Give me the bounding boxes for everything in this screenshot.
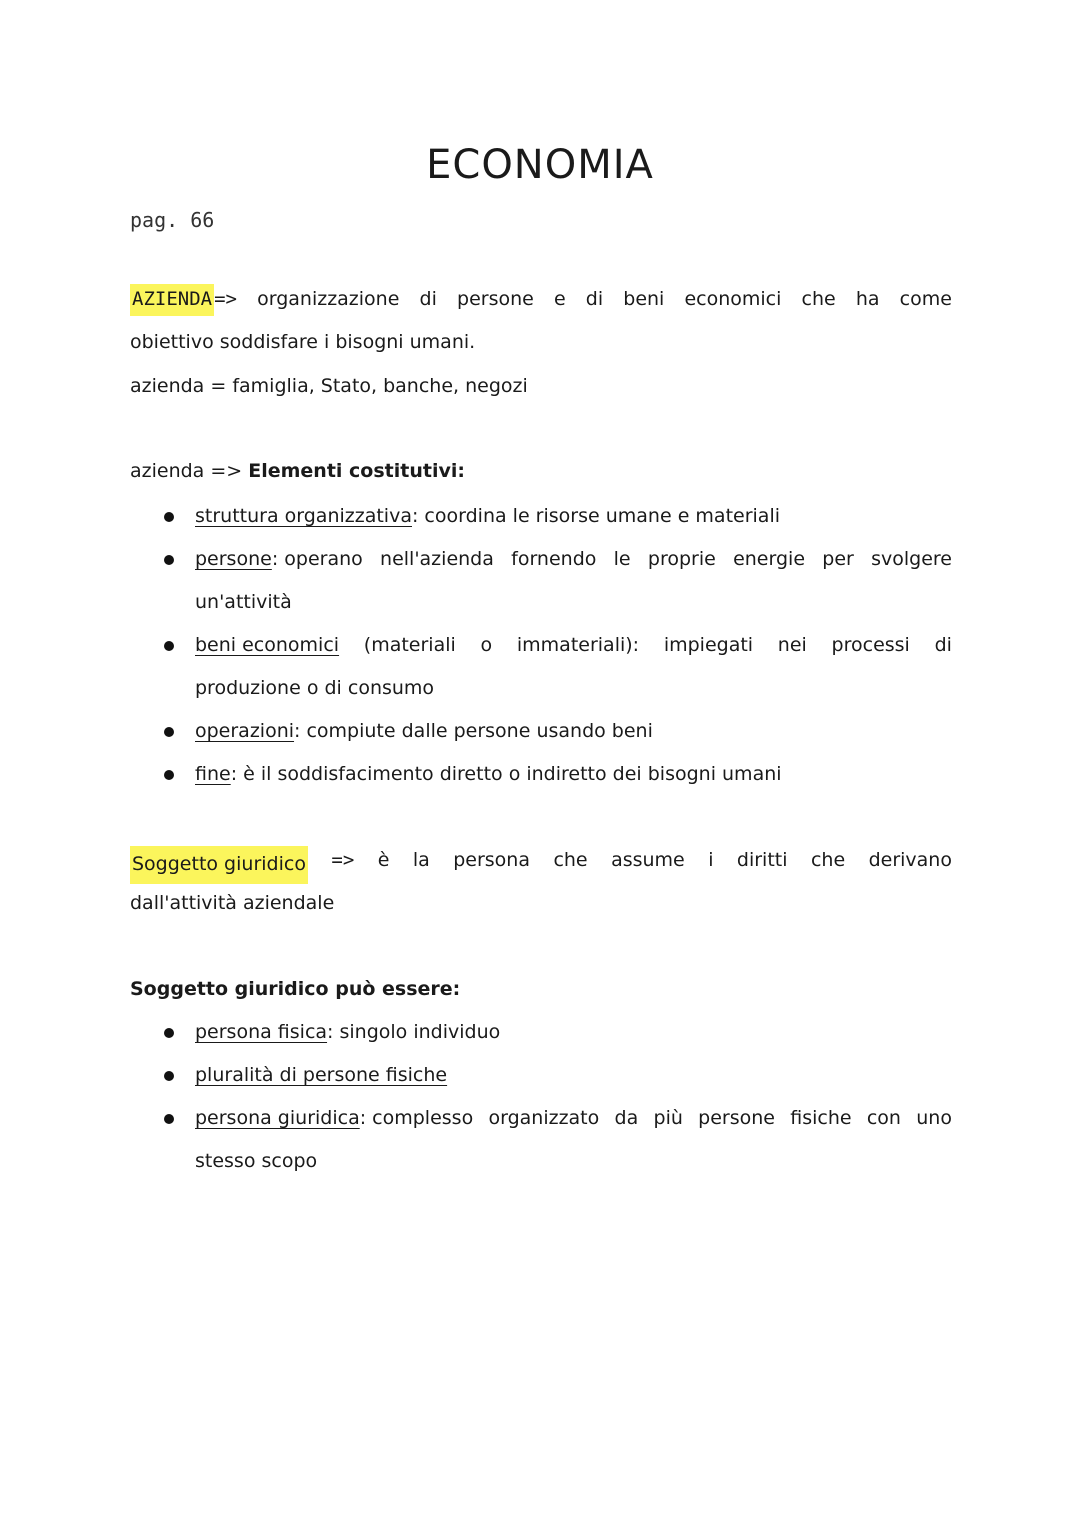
bullet-icon (164, 512, 174, 522)
word: da (614, 1107, 639, 1129)
list-item (195, 1104, 952, 1132)
word: => (331, 849, 355, 871)
item-continuation: produzione o di consumo (195, 677, 435, 699)
word: impiegati (663, 634, 754, 656)
word: proprie (647, 548, 716, 570)
elementi-heading: Elementi costitutivi: (248, 460, 465, 482)
word: e (553, 288, 566, 310)
bullet-icon (164, 1114, 174, 1124)
item-continuation: un'attività (195, 591, 292, 613)
azienda-examples: azienda = famiglia, Stato, banche, negozi (130, 375, 528, 397)
word: di (585, 288, 604, 310)
word: fisiche (790, 1107, 852, 1129)
word: i (708, 849, 714, 871)
list-item (195, 717, 952, 745)
word: (materiali (363, 634, 456, 656)
azienda-term-group (130, 285, 237, 313)
word: organizzazione (257, 288, 400, 310)
word: assume (611, 849, 685, 871)
word: nei (777, 634, 807, 656)
item-term: pluralità di persone fisiche (195, 1064, 448, 1086)
page-number: pag. 66 (130, 208, 215, 232)
item-term: operazioni (195, 720, 295, 742)
item-term: persona giuridica (195, 1107, 360, 1129)
word: persona (453, 849, 530, 871)
page-title: ECONOMIA (426, 142, 654, 188)
word: con (866, 1107, 901, 1129)
bullet-icon (164, 555, 174, 565)
word: che (810, 849, 846, 871)
azienda-arrow: => (214, 288, 237, 310)
word: nell'azienda (380, 548, 494, 570)
bullet-icon (164, 727, 174, 737)
azienda-definition-line-2: obiettivo soddisfare i bisogni umani. (130, 331, 476, 353)
word: più (653, 1107, 683, 1129)
elementi-lead: azienda => (130, 460, 249, 482)
word: di (934, 634, 952, 656)
word: economici (684, 288, 782, 310)
item-text: : singolo individuo (327, 1021, 501, 1043)
list-item (195, 1061, 952, 1089)
item-term: beni economici (195, 634, 340, 656)
word: energie (733, 548, 806, 570)
soggetto-definition-line-1 (130, 846, 952, 884)
word: per (822, 548, 854, 570)
item-text: : coordina le risorse umane e materiali (411, 505, 780, 527)
bullet-icon (164, 641, 174, 651)
elementi-heading-line (130, 457, 952, 485)
word: la (412, 849, 430, 871)
word: svolgere (871, 548, 952, 570)
item-text: : compiute dalle persone usando beni (294, 720, 653, 742)
bullet-icon (164, 1071, 174, 1081)
item-text: : è il soddisfacimento diretto o indiretto dei bisogni umani (230, 763, 782, 785)
item-continuation: stesso scopo (195, 1150, 318, 1172)
word: : operano (271, 548, 363, 570)
list-item (195, 502, 952, 530)
bullet-icon (164, 770, 174, 780)
word: persone (698, 1107, 775, 1129)
word: uno (916, 1107, 952, 1129)
word: che (553, 849, 588, 871)
item-term: struttura organizzativa (195, 505, 412, 527)
item-term: fine (195, 763, 231, 785)
list-item (195, 545, 952, 573)
word: che (801, 288, 836, 310)
word: derivano (868, 849, 952, 871)
list-item (195, 631, 952, 659)
item-term-group (195, 1104, 473, 1132)
word: o (480, 634, 493, 656)
word: le (613, 548, 631, 570)
word: beni (623, 288, 665, 310)
word: ha (855, 288, 880, 310)
soggetto-types-heading: Soggetto giuridico può essere: (130, 978, 461, 1000)
bullet-icon (164, 1028, 174, 1038)
list-item (195, 1018, 952, 1046)
word: come (899, 288, 952, 310)
word: è (377, 849, 390, 871)
word: fornendo (511, 548, 597, 570)
soggetto-definition-line-2: dall'attività aziendale (130, 892, 335, 914)
word: di (419, 288, 437, 310)
word: processi (831, 634, 910, 656)
item-term: persone (195, 548, 272, 570)
item-term-group (195, 545, 363, 573)
word: immateriali): (516, 634, 640, 656)
word: persone (457, 288, 534, 310)
azienda-definition-line-1 (130, 285, 952, 313)
word: organizzato (488, 1107, 600, 1129)
soggetto-term: Soggetto giuridico (130, 846, 308, 884)
list-item (195, 760, 952, 788)
word: : complesso (359, 1107, 474, 1129)
word: diritti (736, 849, 788, 871)
item-term: persona fisica (195, 1021, 328, 1043)
azienda-term: AZIENDA (130, 284, 214, 316)
